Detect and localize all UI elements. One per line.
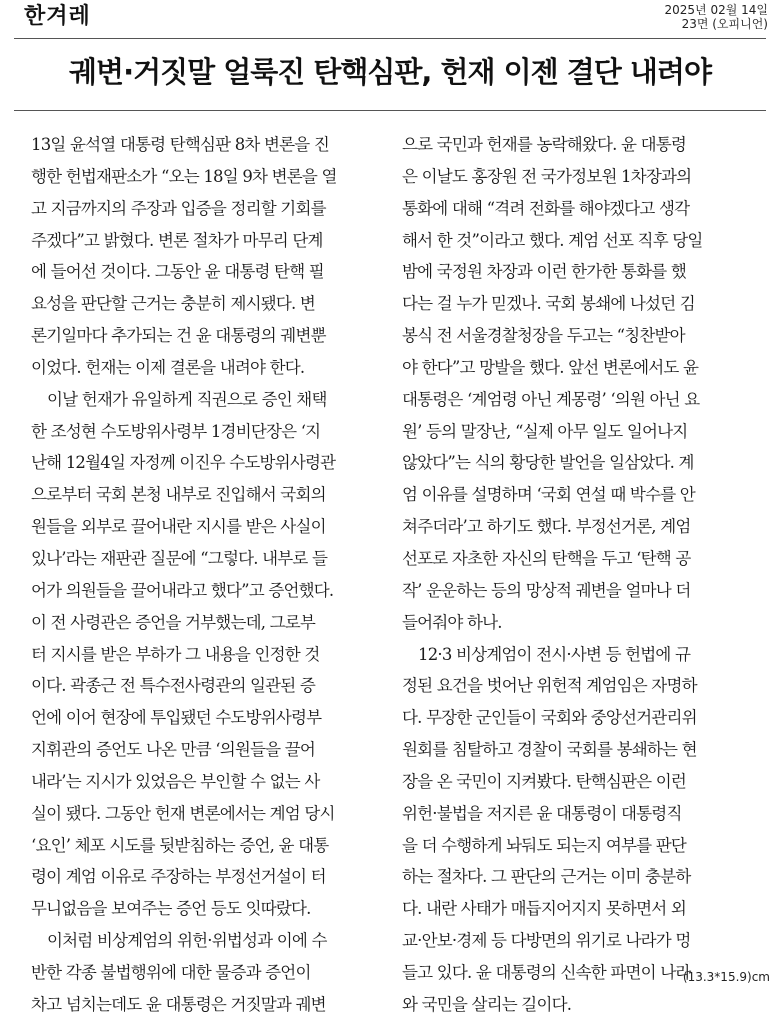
- article-line: 않았다”는 식의 황당한 발언을 일삼았다. 계: [402, 453, 694, 473]
- article-size-note: (13.3*15.9)cm: [682, 970, 770, 984]
- article-line: 13일 윤석열 대통령 탄핵심판 8차 변론을 진: [31, 135, 329, 154]
- article-line: 원회를 침탈하고 경찰이 국회를 봉쇄하는 현: [402, 740, 697, 760]
- article-line: 론기일마다 추가되는 건 윤 대통령의 궤변뿐: [31, 326, 326, 346]
- article-line: 이처럼 비상계엄의 위헌·위법성과 이에 수: [47, 931, 327, 951]
- article-line: 봉식 전 서울경찰청장을 두고는 “칭찬받아: [402, 326, 685, 346]
- article-line: 행한 헌법재판소가 “오는 18일 9차 변론을 열: [31, 166, 337, 186]
- article-line: 을 더 수행하게 놔둬도 되는지 여부를 판단: [402, 835, 687, 855]
- article-line: 작’ 운운하는 등의 망상적 궤변을 얼마나 더: [402, 580, 691, 600]
- article-line: 난해 12월4일 자정께 이진우 수도방위사령관: [31, 453, 336, 473]
- article-line: 원’ 등의 말장난, “실제 아무 일도 일어나지: [402, 421, 688, 441]
- article-line: 엄 이유를 설명하며 ‘국회 연설 때 박수를 안: [402, 485, 695, 505]
- article-line: 이었다. 헌재는 이제 결론을 내려야 한다.: [31, 357, 305, 377]
- article-line: 차고 넘치는데도 윤 대통령은 거짓말과 궤변: [31, 994, 326, 1014]
- article-line: 이 전 사령관은 증언을 거부했는데, 그로부: [31, 612, 316, 632]
- article-line: 장을 온 국민이 지켜봤다. 탄핵심판은 이런: [402, 771, 687, 791]
- article-line: 해서 한 것”이라고 했다. 계엄 선포 직후 당일: [402, 230, 703, 250]
- article-column-left: [31, 129, 381, 1021]
- article-line: 쳐주더라’고 하기도 했다. 부정선거론, 계엄: [402, 517, 691, 537]
- article-line: 한 조성현 수도방위사령부 1경비단장은 ‘지: [31, 421, 321, 441]
- article-line: 대통령은 ‘계엄령 아닌 계몽령’ ‘의원 아닌 요: [402, 389, 700, 409]
- article-line: 언에 이어 현장에 투입됐던 수도방위사령부: [31, 708, 322, 728]
- article-line: 반한 각종 불법행위에 대한 물증과 증언이: [31, 962, 311, 982]
- newspaper-logo: 한겨레: [24, 4, 91, 29]
- article-line: 으로 국민과 헌재를 농락해왔다. 윤 대통령: [402, 135, 687, 154]
- article-line: 으로부터 국회 본청 내부로 진입해서 국회의: [31, 485, 326, 505]
- issue-info: [665, 3, 768, 31]
- article-line: 다는 걸 누가 믿겠나. 국회 봉쇄에 나섰던 김: [402, 294, 695, 314]
- page-section: 23면 (오피니언): [681, 17, 768, 31]
- article-line: 이다. 곽종근 전 특수전사령관의 일관된 증: [31, 676, 316, 696]
- article-line: 있나’라는 재판관 질문에 “그렇다. 내부로 들: [31, 548, 328, 568]
- article-line: 들어줘야 하나.: [402, 612, 502, 632]
- article-line: 다. 내란 사태가 매듭지어지지 못하면서 외: [402, 899, 687, 919]
- article-line: 내라’는 지시가 있었음은 부인할 수 없는 사: [31, 771, 320, 791]
- article-line: 은 이날도 홍장원 전 국가정보원 1차장과의: [402, 166, 692, 186]
- article-line: 와 국민을 살리는 길이다.: [402, 994, 572, 1014]
- article-line: 터 지시를 받은 부하가 그 내용을 인정한 것: [31, 644, 320, 664]
- article-line: 에 들어선 것이다. 그동안 윤 대통령 탄핵 필: [31, 262, 324, 282]
- article-line: 고 지금까지의 주장과 입증을 정리할 기회를: [31, 198, 326, 218]
- article-line: 요성을 판단할 근거는 충분히 제시됐다. 변: [31, 294, 316, 314]
- article-line: 주겠다”고 밝혔다. 변론 절차가 마무리 단계: [31, 230, 323, 250]
- article-line: 12·3 비상계엄이 전시·사변 등 헌법에 규: [418, 644, 691, 664]
- article-line: 다. 무장한 군인들이 국회와 중앙선거관리위: [402, 708, 697, 728]
- article-line: 지휘관의 증언도 나온 만큼 ‘의원들을 끌어: [31, 740, 316, 760]
- article-line: 하는 절차다. 그 판단의 근거는 이미 충분하: [402, 867, 691, 887]
- article-column-right: [402, 129, 764, 1021]
- article-line: 야 한다”고 망발을 했다. 앞선 변론에서도 윤: [402, 357, 699, 377]
- headline-bottom-rule: [14, 110, 766, 111]
- headline: 궤변·거짓말 얼룩진 탄핵심판, 헌재 이젠 결단 내려야: [69, 55, 711, 89]
- article-line: 원들을 외부로 끌어내란 지시를 받은 사실이: [31, 517, 326, 537]
- article-line: 정된 요건을 벗어난 위헌적 계엄임은 자명하: [402, 676, 697, 696]
- article-line: 들고 있다. 윤 대통령의 신속한 파면이 나라: [402, 962, 691, 982]
- article-line: 통화에 대해 “격려 전화를 해야겠다고 생각: [402, 198, 690, 218]
- article-line: 위헌·불법을 저지른 윤 대통령이 대통령직: [402, 803, 682, 823]
- publication-date: 2025년 02월 14일: [664, 3, 768, 17]
- article-line: 어가 의원들을 끌어내라고 했다”고 증언했다.: [31, 580, 334, 600]
- article-line: 실이 됐다. 그동안 헌재 변론에서는 계엄 당시: [31, 803, 335, 823]
- article-line: 교·안보·경제 등 다방면의 위기로 나라가 멍: [402, 931, 691, 951]
- article-line: 이날 헌재가 유일하게 직권으로 증인 채택: [47, 389, 327, 409]
- article-line: 무니없음을 보여주는 증언 등도 잇따랐다.: [31, 899, 311, 919]
- headline-top-rule: [14, 38, 766, 39]
- article-line: ‘요인’ 체포 시도를 뒷받침하는 증언, 윤 대통: [31, 835, 329, 855]
- article-line: 선포로 자초한 자신의 탄핵을 두고 ‘탄핵 공: [402, 548, 691, 568]
- article-line: 밤에 국정원 차장과 이런 한가한 통화를 했: [402, 262, 687, 282]
- article-line: 령이 계엄 이유로 주장하는 부정선거설이 터: [31, 867, 326, 887]
